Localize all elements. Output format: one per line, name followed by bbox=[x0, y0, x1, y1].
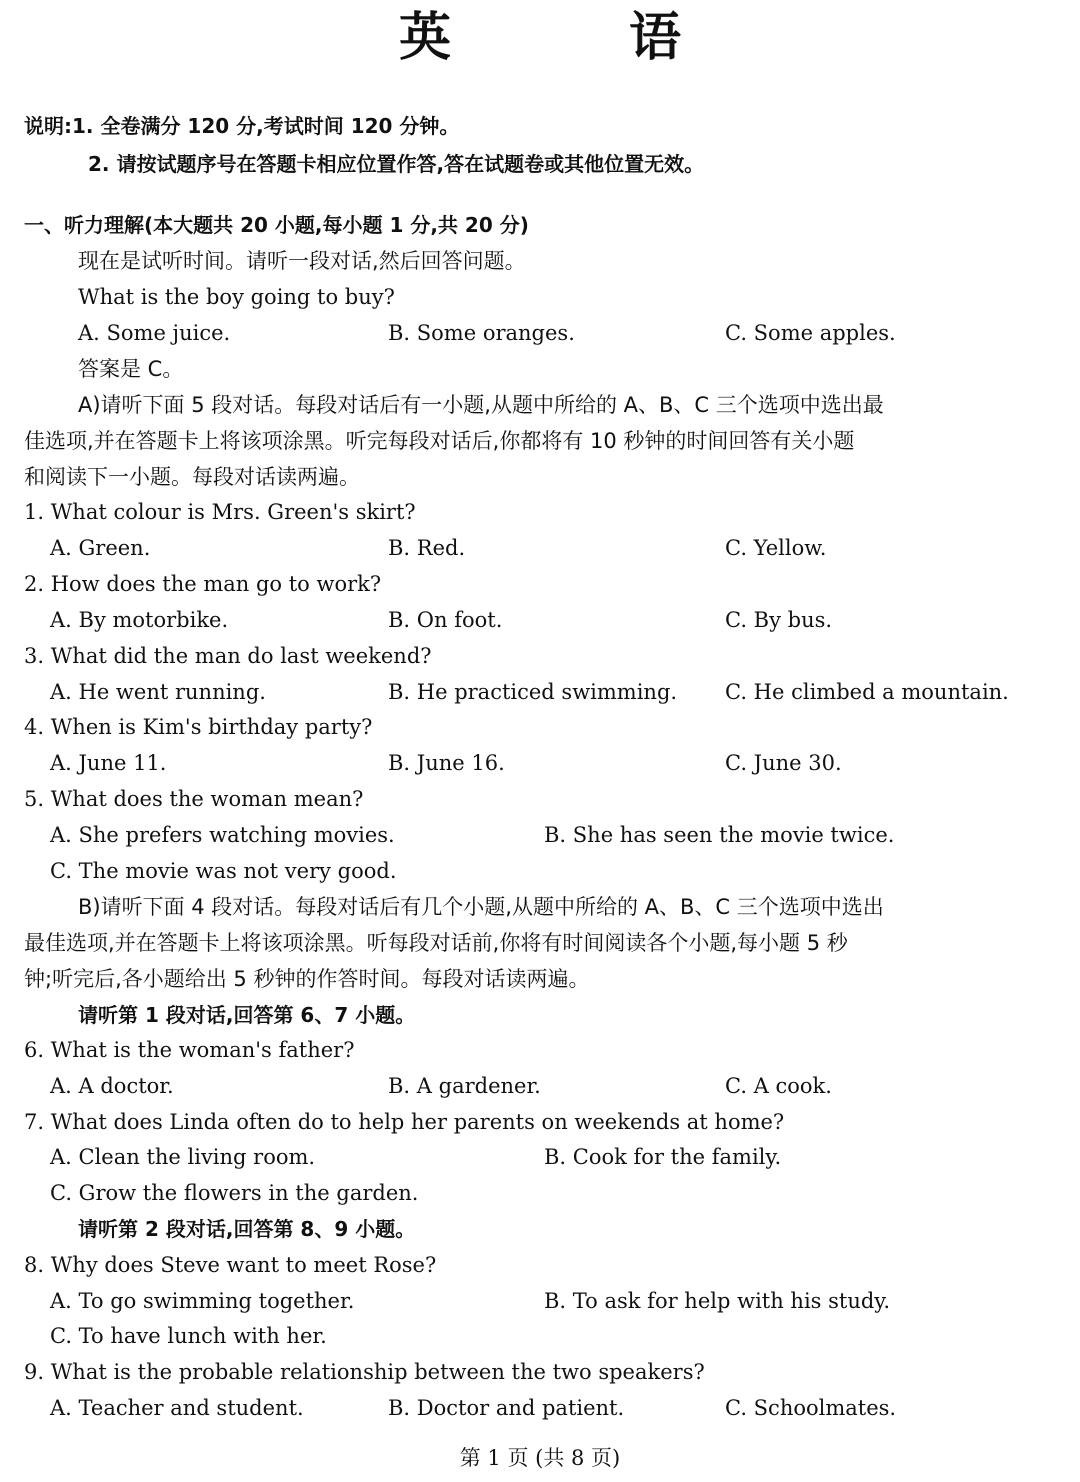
q4-option-c: C. June 30. bbox=[725, 751, 842, 775]
q3-option-a: A. He went running. bbox=[50, 680, 266, 704]
question-5-options-c bbox=[24, 853, 1060, 889]
q9-option-b: B. Doctor and patient. bbox=[388, 1396, 625, 1420]
part-b-line-3: 钟;听完后,各小题给出 5 秒钟的作答时间。每段对话读两遍。 bbox=[24, 967, 590, 991]
question-5-options-ab bbox=[24, 817, 1060, 853]
question-5: 5. What does the woman mean? bbox=[24, 787, 364, 811]
question-4-options bbox=[24, 745, 1060, 781]
question-1: 1. What colour is Mrs. Green's skirt? bbox=[24, 500, 416, 524]
question-7-options-ab bbox=[24, 1139, 1060, 1175]
q1-option-a: A. Green. bbox=[50, 536, 151, 560]
trial-options bbox=[78, 315, 1080, 351]
q8-option-c: C. To have lunch with her. bbox=[50, 1324, 327, 1348]
note-line-1: 说明:1. 全卷满分 120 分,考试时间 120 分钟。 bbox=[24, 114, 460, 138]
q8-option-a: A. To go swimming together. bbox=[50, 1289, 355, 1313]
question-3-options bbox=[24, 674, 1060, 710]
part-a-line-3: 和阅读下一小题。每段对话读两遍。 bbox=[24, 465, 360, 489]
q5-option-c: C. The movie was not very good. bbox=[50, 859, 397, 883]
trial-question: What is the boy going to buy? bbox=[78, 285, 395, 309]
q3-option-b: B. He practiced swimming. bbox=[388, 680, 678, 704]
trial-intro: 现在是试听时间。请听一段对话,然后回答问题。 bbox=[78, 249, 526, 273]
part-b-line-1: B)请听下面 4 段对话。每段对话后有几个小题,从题中所给的 A、B、C 三个选项中选出 bbox=[78, 895, 884, 919]
page-footer: 第 1 页 (共 8 页) bbox=[459, 1446, 621, 1470]
q4-option-a: A. June 11. bbox=[50, 751, 167, 775]
trial-option-c: C. Some apples. bbox=[725, 321, 896, 345]
question-8: 8. Why does Steve want to meet Rose? bbox=[24, 1253, 437, 1277]
question-2: 2. How does the man go to work? bbox=[24, 572, 382, 596]
trial-answer: 答案是 C。 bbox=[78, 357, 184, 381]
q3-option-c: C. He climbed a mountain. bbox=[725, 680, 1009, 704]
q2-option-a: A. By motorbike. bbox=[50, 608, 229, 632]
part-a-line-2: 佳选项,并在答题卡上将该项涂黑。听完每段对话后,你都将有 10 秒钟的时间回答有关小题 bbox=[24, 429, 855, 453]
question-6: 6. What is the woman's father? bbox=[24, 1038, 355, 1062]
q7-option-a: A. Clean the living room. bbox=[50, 1145, 316, 1169]
question-9: 9. What is the probable relationship between the two speakers? bbox=[24, 1360, 705, 1384]
q2-option-c: C. By bus. bbox=[725, 608, 833, 632]
q7-option-b: B. Cook for the family. bbox=[544, 1145, 782, 1169]
q9-option-c: C. Schoolmates. bbox=[725, 1396, 897, 1420]
trial-option-b: B. Some oranges. bbox=[388, 321, 575, 345]
q7-option-c: C. Grow the flowers in the garden. bbox=[50, 1181, 419, 1205]
dialog-2-heading: 请听第 2 段对话,回答第 8、9 小题。 bbox=[78, 1217, 416, 1241]
question-8-options-ab bbox=[24, 1283, 1060, 1319]
q5-option-a: A. She prefers watching movies. bbox=[50, 823, 395, 847]
q1-option-c: C. Yellow. bbox=[725, 536, 827, 560]
trial-option-a: A. Some juice. bbox=[78, 321, 231, 345]
question-7: 7. What does Linda often do to help her parents on weekends at home? bbox=[24, 1110, 785, 1134]
q9-option-a: A. Teacher and student. bbox=[50, 1396, 304, 1420]
question-6-options bbox=[24, 1068, 1060, 1104]
part-b-line-2: 最佳选项,并在答题卡上将该项涂黑。听每段对话前,你将有时间阅读各个小题,每小题 5 秒 bbox=[24, 931, 848, 955]
page-title: 英 语 bbox=[398, 8, 762, 68]
q6-option-a: A. A doctor. bbox=[50, 1074, 174, 1098]
part-a-line-1: A)请听下面 5 段对话。每段对话后有一小题,从题中所给的 A、B、C 三个选项中选出最 bbox=[78, 393, 884, 417]
q2-option-b: B. On foot. bbox=[388, 608, 503, 632]
dialog-1-heading: 请听第 1 段对话,回答第 6、7 小题。 bbox=[78, 1003, 416, 1027]
q5-option-b: B. She has seen the movie twice. bbox=[544, 823, 895, 847]
question-8-options-c bbox=[24, 1318, 1060, 1354]
question-2-options bbox=[24, 602, 1060, 638]
question-4: 4. When is Kim's birthday party? bbox=[24, 715, 373, 739]
question-3: 3. What did the man do last weekend? bbox=[24, 644, 432, 668]
q6-option-b: B. A gardener. bbox=[388, 1074, 541, 1098]
question-1-options bbox=[24, 530, 1060, 566]
question-9-options bbox=[24, 1390, 1060, 1426]
section-heading: 一、听力理解(本大题共 20 小题,每小题 1 分,共 20 分) bbox=[24, 213, 529, 237]
q1-option-b: B. Red. bbox=[388, 536, 466, 560]
question-7-options-c bbox=[24, 1175, 1060, 1211]
q8-option-b: B. To ask for help with his study. bbox=[544, 1289, 891, 1313]
q4-option-b: B. June 16. bbox=[388, 751, 505, 775]
q6-option-c: C. A cook. bbox=[725, 1074, 832, 1098]
note-line-2: 2. 请按试题序号在答题卡相应位置作答,答在试题卷或其他位置无效。 bbox=[88, 152, 705, 176]
